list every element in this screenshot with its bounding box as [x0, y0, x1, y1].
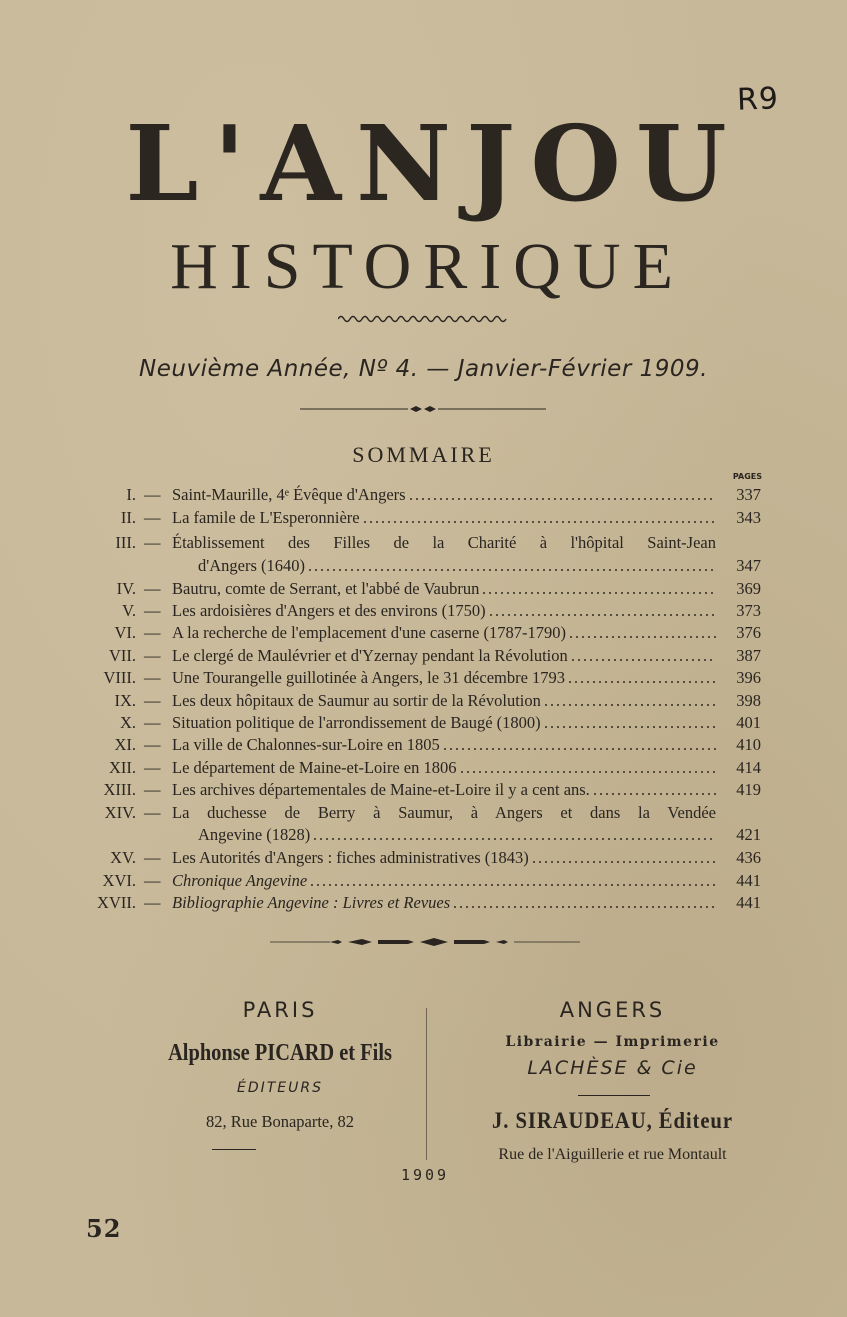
toc-entry-dash: —	[144, 713, 161, 732]
toc-entry-page: 337	[736, 485, 761, 504]
toc-entry-number: V.	[122, 601, 136, 620]
toc-entry	[0, 779, 847, 801]
toc-entry-dash: —	[144, 533, 161, 552]
toc-entry-title: Chronique Angevine	[172, 871, 308, 890]
leader-dots	[452, 892, 716, 914]
toc-entry-dash: —	[144, 601, 161, 620]
toc-entry	[0, 757, 847, 779]
pages-column-header: PAGES	[732, 472, 762, 481]
toc-entry-page: 436	[736, 848, 761, 867]
toc-entry-title-wrap	[172, 600, 716, 622]
toc-entry-title-cont: d'Angers (1640)	[198, 556, 305, 575]
leader-dots	[312, 824, 716, 846]
publisher-divider	[426, 1008, 427, 1160]
leader-dots	[570, 645, 716, 667]
toc-entry-title-wrap	[172, 734, 716, 756]
toc-entry-number: VI.	[114, 623, 136, 642]
contents-heading: SOMMAIRE	[352, 442, 495, 467]
toc-entry-title: Saint-Maurille, 4ᵉ Évêque d'Angers	[172, 485, 406, 504]
toc-entry-number: X.	[119, 713, 136, 732]
toc-entry-number: XV.	[110, 848, 136, 867]
toc-entry-page: 441	[736, 871, 761, 890]
toc-entry-dash: —	[144, 803, 161, 822]
angers-address: Rue de l'Aiguillerie et rue Montault	[498, 1146, 727, 1163]
toc-entry-number: XIII.	[103, 780, 136, 799]
toc-entry-title-wrap	[172, 507, 716, 529]
toc-entry-title: Les ardoisières d'Angers et des environs (1750)	[172, 601, 486, 620]
handwritten-annotation: R9	[736, 81, 780, 118]
toc-entry-number: XVII.	[97, 893, 136, 912]
toc-entry-number: IV.	[116, 579, 136, 598]
toc-entry	[0, 645, 847, 667]
toc-entry-title-wrap	[198, 555, 716, 577]
angers-shop: Librairie — Imprimerie	[505, 1034, 720, 1050]
toc-entry-page: 347	[736, 556, 761, 575]
toc-entry	[0, 892, 847, 914]
toc-entry-dash: —	[144, 646, 161, 665]
toc-entry-title-wrap	[172, 712, 716, 734]
toc-entry-title-wrap	[172, 667, 716, 689]
paris-publisher-name: Alphonse PICARD et Fils	[168, 1040, 392, 1066]
toc-entry-page: 376	[736, 623, 761, 642]
paris-rule	[212, 1149, 256, 1150]
paris-city: PARIS	[242, 998, 318, 1022]
toc-entry-dash: —	[144, 691, 161, 710]
leader-dots	[488, 600, 716, 622]
toc-entry-dash: —	[144, 780, 161, 799]
toc-entry-number: VIII.	[103, 668, 136, 687]
toc-entry-title: Les deux hôpitaux de Saumur au sortir de la Révolution	[172, 691, 541, 710]
toc-entry	[0, 690, 847, 712]
divider-ornament	[300, 402, 546, 416]
leader-dots	[567, 667, 716, 689]
toc-entry-page: 369	[736, 579, 761, 598]
toc-entry-title: Les Autorités d'Angers : fiches administratives (1843)	[172, 848, 529, 867]
toc-entry	[0, 847, 847, 869]
toc-entry-dash: —	[144, 893, 161, 912]
toc-entry	[0, 802, 847, 824]
toc-entry-number: IX.	[114, 691, 136, 710]
toc-entry-page: 419	[736, 780, 761, 799]
toc-entry-page: 421	[736, 825, 761, 844]
toc-entry-page: 401	[736, 713, 761, 732]
toc-entry-title-wrap	[172, 622, 716, 644]
toc-entry-number: XVI.	[102, 871, 136, 890]
toc-entry-title-cont: Angevine (1828)	[198, 825, 311, 844]
toc-entry-title: Bibliographie Angevine : Livres et Revues	[172, 893, 451, 912]
toc-entry-dash: —	[144, 668, 161, 687]
toc-entry-page: 441	[736, 893, 761, 912]
angers-city: ANGERS	[559, 998, 666, 1022]
journal-subtitle: HISTORIQUE	[170, 230, 685, 303]
toc-entry-title: La famile de L'Esperonnière	[172, 508, 360, 527]
angers-rule	[578, 1095, 650, 1096]
toc-entry-page: 414	[736, 758, 761, 777]
leader-dots	[459, 757, 717, 779]
toc-entry-number: XI.	[114, 735, 136, 754]
toc-entry-title-wrap	[172, 892, 716, 914]
toc-entry-dash: —	[144, 871, 161, 890]
toc-entry-title: A la recherche de l'emplacement d'une caserne (1787-1790)	[172, 623, 566, 642]
toc-entry-title: La duchesse de Berry à Saumur, à Angers et dans la Vendée	[172, 803, 716, 822]
toc-entry-dash: —	[144, 735, 161, 754]
issue-line: Neuvième Année, Nº 4. — Janvier-Février 1909.	[139, 356, 708, 382]
toc-entry-title-wrap	[172, 870, 716, 892]
toc-entry	[0, 734, 847, 756]
toc-entry-title: Le département de Maine-et-Loire en 1806	[172, 758, 457, 777]
toc-entry-number: XII.	[108, 758, 136, 777]
toc-entry-page: 398	[736, 691, 761, 710]
toc-entry-title-wrap	[172, 645, 716, 667]
toc-entry-title: Le clergé de Maulévrier et d'Yzernay pendant la Révolution	[172, 646, 568, 665]
toc-entry-page: 343	[736, 508, 761, 527]
angers-printer: LACHÈSE & Cie	[527, 1057, 698, 1079]
toc-entry-dash: —	[144, 508, 161, 527]
leader-dots	[531, 847, 716, 869]
journal-title: L'ANJOU	[125, 102, 742, 225]
toc-entry	[0, 600, 847, 622]
toc-entry-title-wrap	[172, 484, 716, 506]
toc-entry	[0, 507, 847, 529]
toc-entry-title: Établissement des Filles de la Charité à l'hôpital Saint-Jean	[172, 533, 716, 552]
toc-entry-title-wrap	[172, 532, 716, 554]
toc-entry-title-wrap	[172, 757, 716, 779]
leader-dots	[481, 578, 716, 600]
toc-entry-title-wrap	[198, 824, 716, 846]
toc-entry-dash: —	[144, 579, 161, 598]
toc-entry-number: II.	[120, 508, 136, 527]
wavy-rule-ornament	[338, 312, 510, 326]
toc-entry-continuation	[0, 555, 847, 577]
toc-entry-number: III.	[115, 533, 136, 552]
paris-publisher-role: ÉDITEURS	[236, 1080, 323, 1096]
toc-entry-page: 396	[736, 668, 761, 687]
leader-dots	[307, 555, 716, 577]
publication-year: 1909	[400, 1166, 450, 1184]
toc-entry-title: La ville de Chalonnes-sur-Loire en 1805	[172, 735, 440, 754]
toc-entry-dash: —	[144, 758, 161, 777]
toc-entry-page: 387	[736, 646, 761, 665]
leader-dots	[592, 779, 716, 801]
leader-dots	[568, 622, 716, 644]
paris-publisher-address: 82, Rue Bonaparte, 82	[205, 1112, 354, 1131]
toc-entry	[0, 622, 847, 644]
toc-entry-number: XIV.	[104, 803, 136, 822]
toc-entry	[0, 870, 847, 892]
bottom-divider-ornament	[270, 934, 580, 950]
toc-entry	[0, 712, 847, 734]
toc-entry-title-wrap	[172, 690, 716, 712]
toc-entry	[0, 667, 847, 689]
toc-entry-title-wrap	[172, 578, 716, 600]
leader-dots	[309, 870, 716, 892]
toc-entry-number: VII.	[108, 646, 136, 665]
toc-entry-title: Bautru, comte de Serrant, et l'abbé de Vaubrun	[172, 579, 480, 598]
toc-entry-dash: —	[144, 623, 161, 642]
toc-entry-title: Les archives départementales de Maine-et-Loire il y a cent ans.	[172, 780, 590, 799]
toc-entry-continuation	[0, 824, 847, 846]
leader-dots	[408, 484, 716, 506]
toc-entry-title: Une Tourangelle guillotinée à Angers, le 31 décembre 1793	[172, 668, 566, 687]
toc-entry-title-wrap	[172, 802, 716, 824]
toc-entry-dash: —	[144, 848, 161, 867]
leader-dots	[543, 712, 716, 734]
toc-entry-title: Situation politique de l'arrondissement de Baugé (1800)	[172, 713, 541, 732]
toc-entry-number: I.	[126, 485, 136, 504]
toc-entry	[0, 484, 847, 506]
leader-dots	[442, 734, 716, 756]
toc-entry-title-wrap	[172, 779, 716, 801]
toc-entry-page: 410	[736, 735, 761, 754]
toc-entry	[0, 578, 847, 600]
leader-dots	[543, 690, 716, 712]
leader-dots	[362, 507, 716, 529]
toc-entry-page: 373	[736, 601, 761, 620]
shelf-number: 52	[86, 1214, 122, 1243]
toc-entry-dash: —	[144, 485, 161, 504]
toc-entry	[0, 532, 847, 554]
toc-entry-title-wrap	[172, 847, 716, 869]
angers-editor: J. SIRAUDEAU, Éditeur	[492, 1108, 733, 1133]
